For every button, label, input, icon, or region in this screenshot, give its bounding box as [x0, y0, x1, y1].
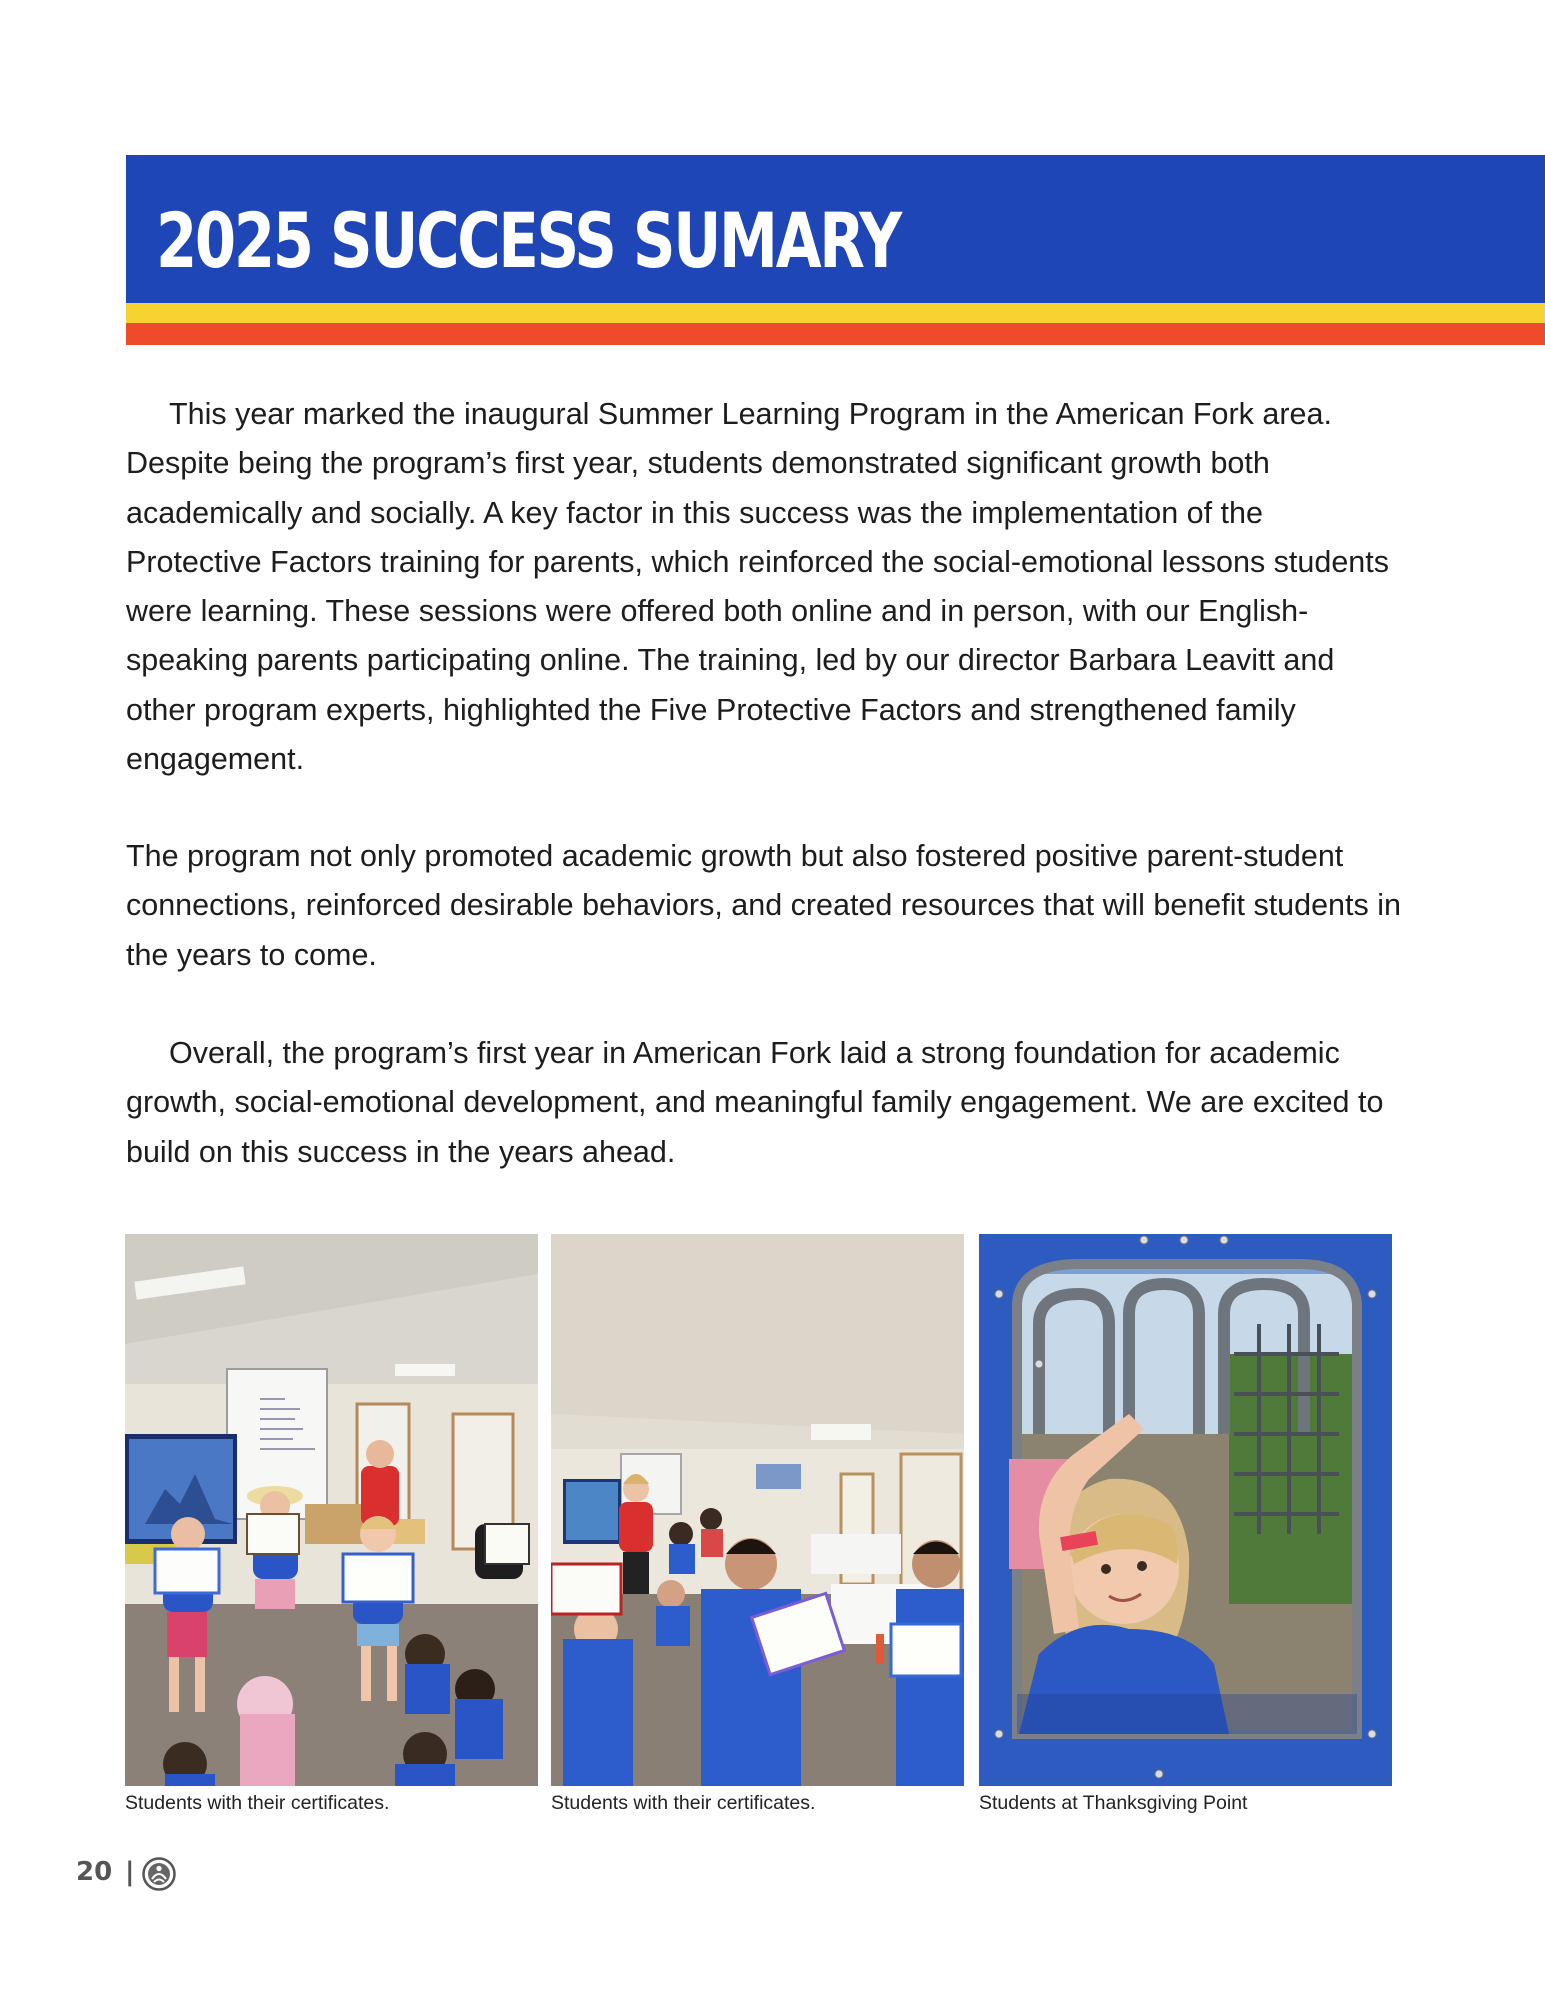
page-number-separator: |: [125, 1857, 135, 1887]
photo-caption-2: Students with their certificates.: [551, 1792, 816, 1814]
body-paragraph-3: Overall, the program’s first year in American Fork laid a strong foundation for academic growth, social-emotional development, and meaningful family engagement. We are excited to build on this success in the years ahead.: [126, 1036, 1384, 1169]
body-paragraph-2: The program not only promoted academic growth but also fostered positive parent-student connections, reinforced desirable behaviors, and created resources that will benefit students in the years to come.: [126, 839, 1401, 972]
photo-caption-3: Students at Thanksgiving Point: [979, 1792, 1248, 1814]
body-paragraph-1: This year marked the inaugural Summer Learning Program in the American Fork area. Despite being the program’s first year, students demonstrated significant growth both academically and socially. A key factor in this success was the implementation of the Protective Factors training for parents, which reinforced the social-emotional lessons students were learning. These sessions were offered both online and in person, with our English-speaking parents participating online. The training, led by our director Barbara Leavitt and other program experts, highlighted the Five Protective Factors and strengthened family engagement.: [126, 397, 1389, 777]
page-title: 2025 SUCCESS SUMARY: [156, 196, 900, 285]
header-stripe-yellow: [126, 303, 1545, 323]
header-stripe-red: [126, 323, 1545, 345]
photo-caption-1: Students with their certificates.: [125, 1792, 390, 1814]
organization-logo-icon: [142, 1857, 176, 1891]
photo-classroom-certificates-2: [551, 1234, 964, 1786]
photo-thanksgiving-point: [979, 1234, 1392, 1786]
page-number: 20: [76, 1857, 113, 1887]
photo-classroom-certificates-1: [125, 1234, 538, 1786]
